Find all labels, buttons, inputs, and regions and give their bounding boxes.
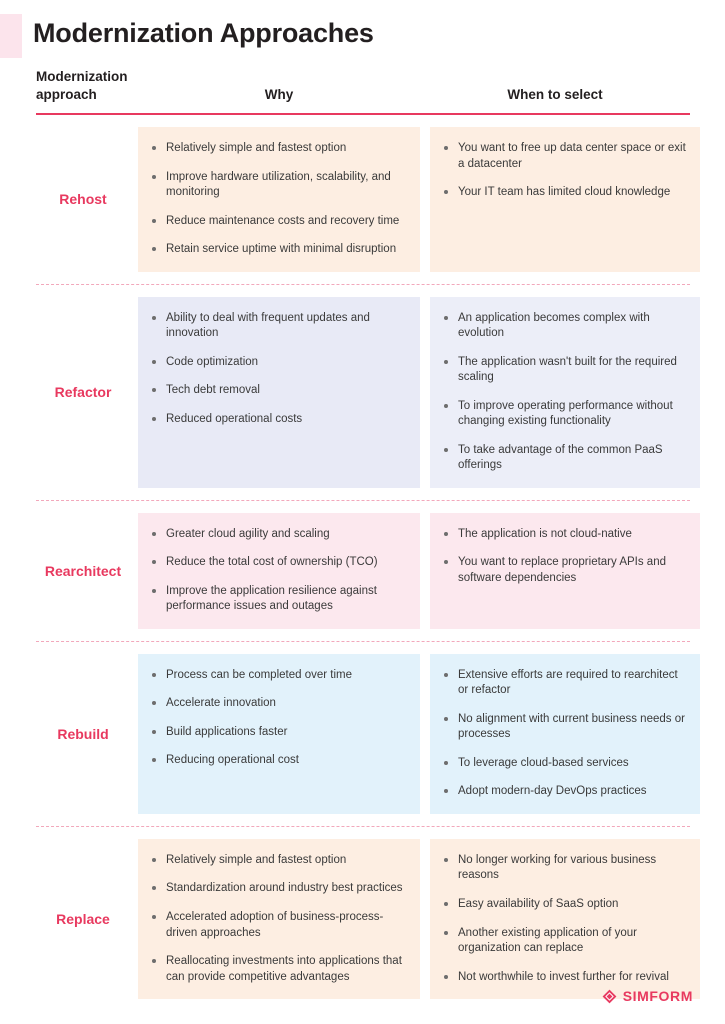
table-body xyxy=(36,115,690,1011)
approach-label: Rebuild xyxy=(57,725,109,742)
bullet-item: Ability to deal with frequent updates and innovation xyxy=(150,311,406,342)
bullet-item: No longer working for various business reasons xyxy=(442,853,686,884)
bullet-item: Relatively simple and fastest option xyxy=(150,141,406,157)
bullet-item: No alignment with current business needs or processes xyxy=(442,712,686,743)
when-to-select-cell xyxy=(430,654,700,814)
bullet-item: Reallocating investments into applications that can provide competitive advantages xyxy=(150,954,406,985)
when-bullet-list xyxy=(442,668,686,800)
why-cell xyxy=(138,513,420,629)
bullet-item: Code optimization xyxy=(150,355,406,371)
bullet-item: Reduce the total cost of ownership (TCO) xyxy=(150,555,406,571)
table-row xyxy=(36,501,690,641)
bullet-item: Greater cloud agility and scaling xyxy=(150,527,406,543)
bullet-item: Tech debt removal xyxy=(150,383,406,399)
bullet-item: Easy availability of SaaS option xyxy=(442,897,686,913)
when-to-select-cell xyxy=(430,839,700,999)
header-cell-when xyxy=(420,86,690,104)
bullet-item: Improve the application resilience against performance issues and outages xyxy=(150,584,406,615)
bullet-item: Another existing application of your organization can replace xyxy=(442,926,686,957)
bullet-item: The application is not cloud-native xyxy=(442,527,686,543)
bullet-item: You want to free up data center space or exit a datacenter xyxy=(442,141,686,172)
bullet-item: Accelerate innovation xyxy=(150,696,406,712)
page-title: Modernization Approaches xyxy=(33,18,374,48)
when-bullet-list xyxy=(442,527,686,587)
header-label-approach: Modernization approach xyxy=(36,69,128,102)
approach-cell xyxy=(36,513,138,629)
table-row xyxy=(36,642,690,826)
title-accent-swatch xyxy=(0,14,22,58)
page-title-row xyxy=(0,0,725,74)
why-cell xyxy=(138,654,420,814)
bullet-item: Improve hardware utilization, scalability, and monitoring xyxy=(150,170,406,201)
why-bullet-list xyxy=(150,527,406,615)
approach-label: Rehost xyxy=(59,191,107,208)
table-header-row xyxy=(36,68,690,113)
simform-diamond-icon xyxy=(602,989,617,1004)
bullet-item: Accelerated adoption of business-process-driven approaches xyxy=(150,910,406,941)
why-cell xyxy=(138,127,420,272)
bullet-item: Reducing operational cost xyxy=(150,753,406,769)
why-cell xyxy=(138,839,420,999)
bullet-item: Not worthwhile to invest further for revival xyxy=(442,970,686,986)
table-row xyxy=(36,115,690,284)
bullet-item: To improve operating performance without changing existing functionality xyxy=(442,399,686,430)
bullet-item: The application wasn't built for the required scaling xyxy=(442,355,686,386)
brand-name: SIMFORM xyxy=(622,988,693,1004)
header-label-when: When to select xyxy=(507,86,603,102)
why-bullet-list xyxy=(150,668,406,769)
header-label-why: Why xyxy=(264,86,294,102)
approach-cell xyxy=(36,127,138,272)
approach-cell xyxy=(36,654,138,814)
bullet-item: Relatively simple and fastest option xyxy=(150,853,406,869)
bullet-item: You want to replace proprietary APIs and software dependencies xyxy=(442,555,686,586)
when-bullet-list xyxy=(442,311,686,474)
bullet-item: Your IT team has limited cloud knowledge xyxy=(442,185,686,201)
header-cell-approach xyxy=(36,68,138,103)
table-row xyxy=(36,827,690,1011)
bullet-item: Reduced operational costs xyxy=(150,412,406,428)
why-bullet-list xyxy=(150,311,406,428)
table-row xyxy=(36,285,690,500)
bullet-item: Standardization around industry best practices xyxy=(150,881,406,897)
bullet-item: Build applications faster xyxy=(150,725,406,741)
when-bullet-list xyxy=(442,141,686,201)
why-bullet-list xyxy=(150,141,406,258)
approach-label: Refactor xyxy=(54,384,112,401)
bullet-item: Reduce maintenance costs and recovery time xyxy=(150,214,406,230)
bullet-item: Extensive efforts are required to rearchitect or refactor xyxy=(442,668,686,699)
bullet-item: Adopt modern-day DevOps practices xyxy=(442,784,686,800)
approach-cell xyxy=(36,839,138,999)
bullet-item: To leverage cloud-based services xyxy=(442,756,686,772)
bullet-item: To take advantage of the common PaaS offerings xyxy=(442,443,686,474)
why-cell xyxy=(138,297,420,488)
when-to-select-cell xyxy=(430,513,700,629)
when-bullet-list xyxy=(442,853,686,985)
approach-label: Replace xyxy=(56,911,110,927)
approach-cell xyxy=(36,297,138,488)
why-bullet-list xyxy=(150,853,406,985)
when-to-select-cell xyxy=(430,297,700,488)
when-to-select-cell xyxy=(430,127,700,272)
header-cell-why xyxy=(138,86,420,104)
footer-brand xyxy=(602,988,693,1004)
approach-label: Rearchitect xyxy=(44,562,122,579)
bullet-item: An application becomes complex with evolution xyxy=(442,311,686,342)
bullet-item: Retain service uptime with minimal disruption xyxy=(150,242,406,258)
modernization-approaches-table xyxy=(36,68,690,1011)
bullet-item: Process can be completed over time xyxy=(150,668,406,684)
